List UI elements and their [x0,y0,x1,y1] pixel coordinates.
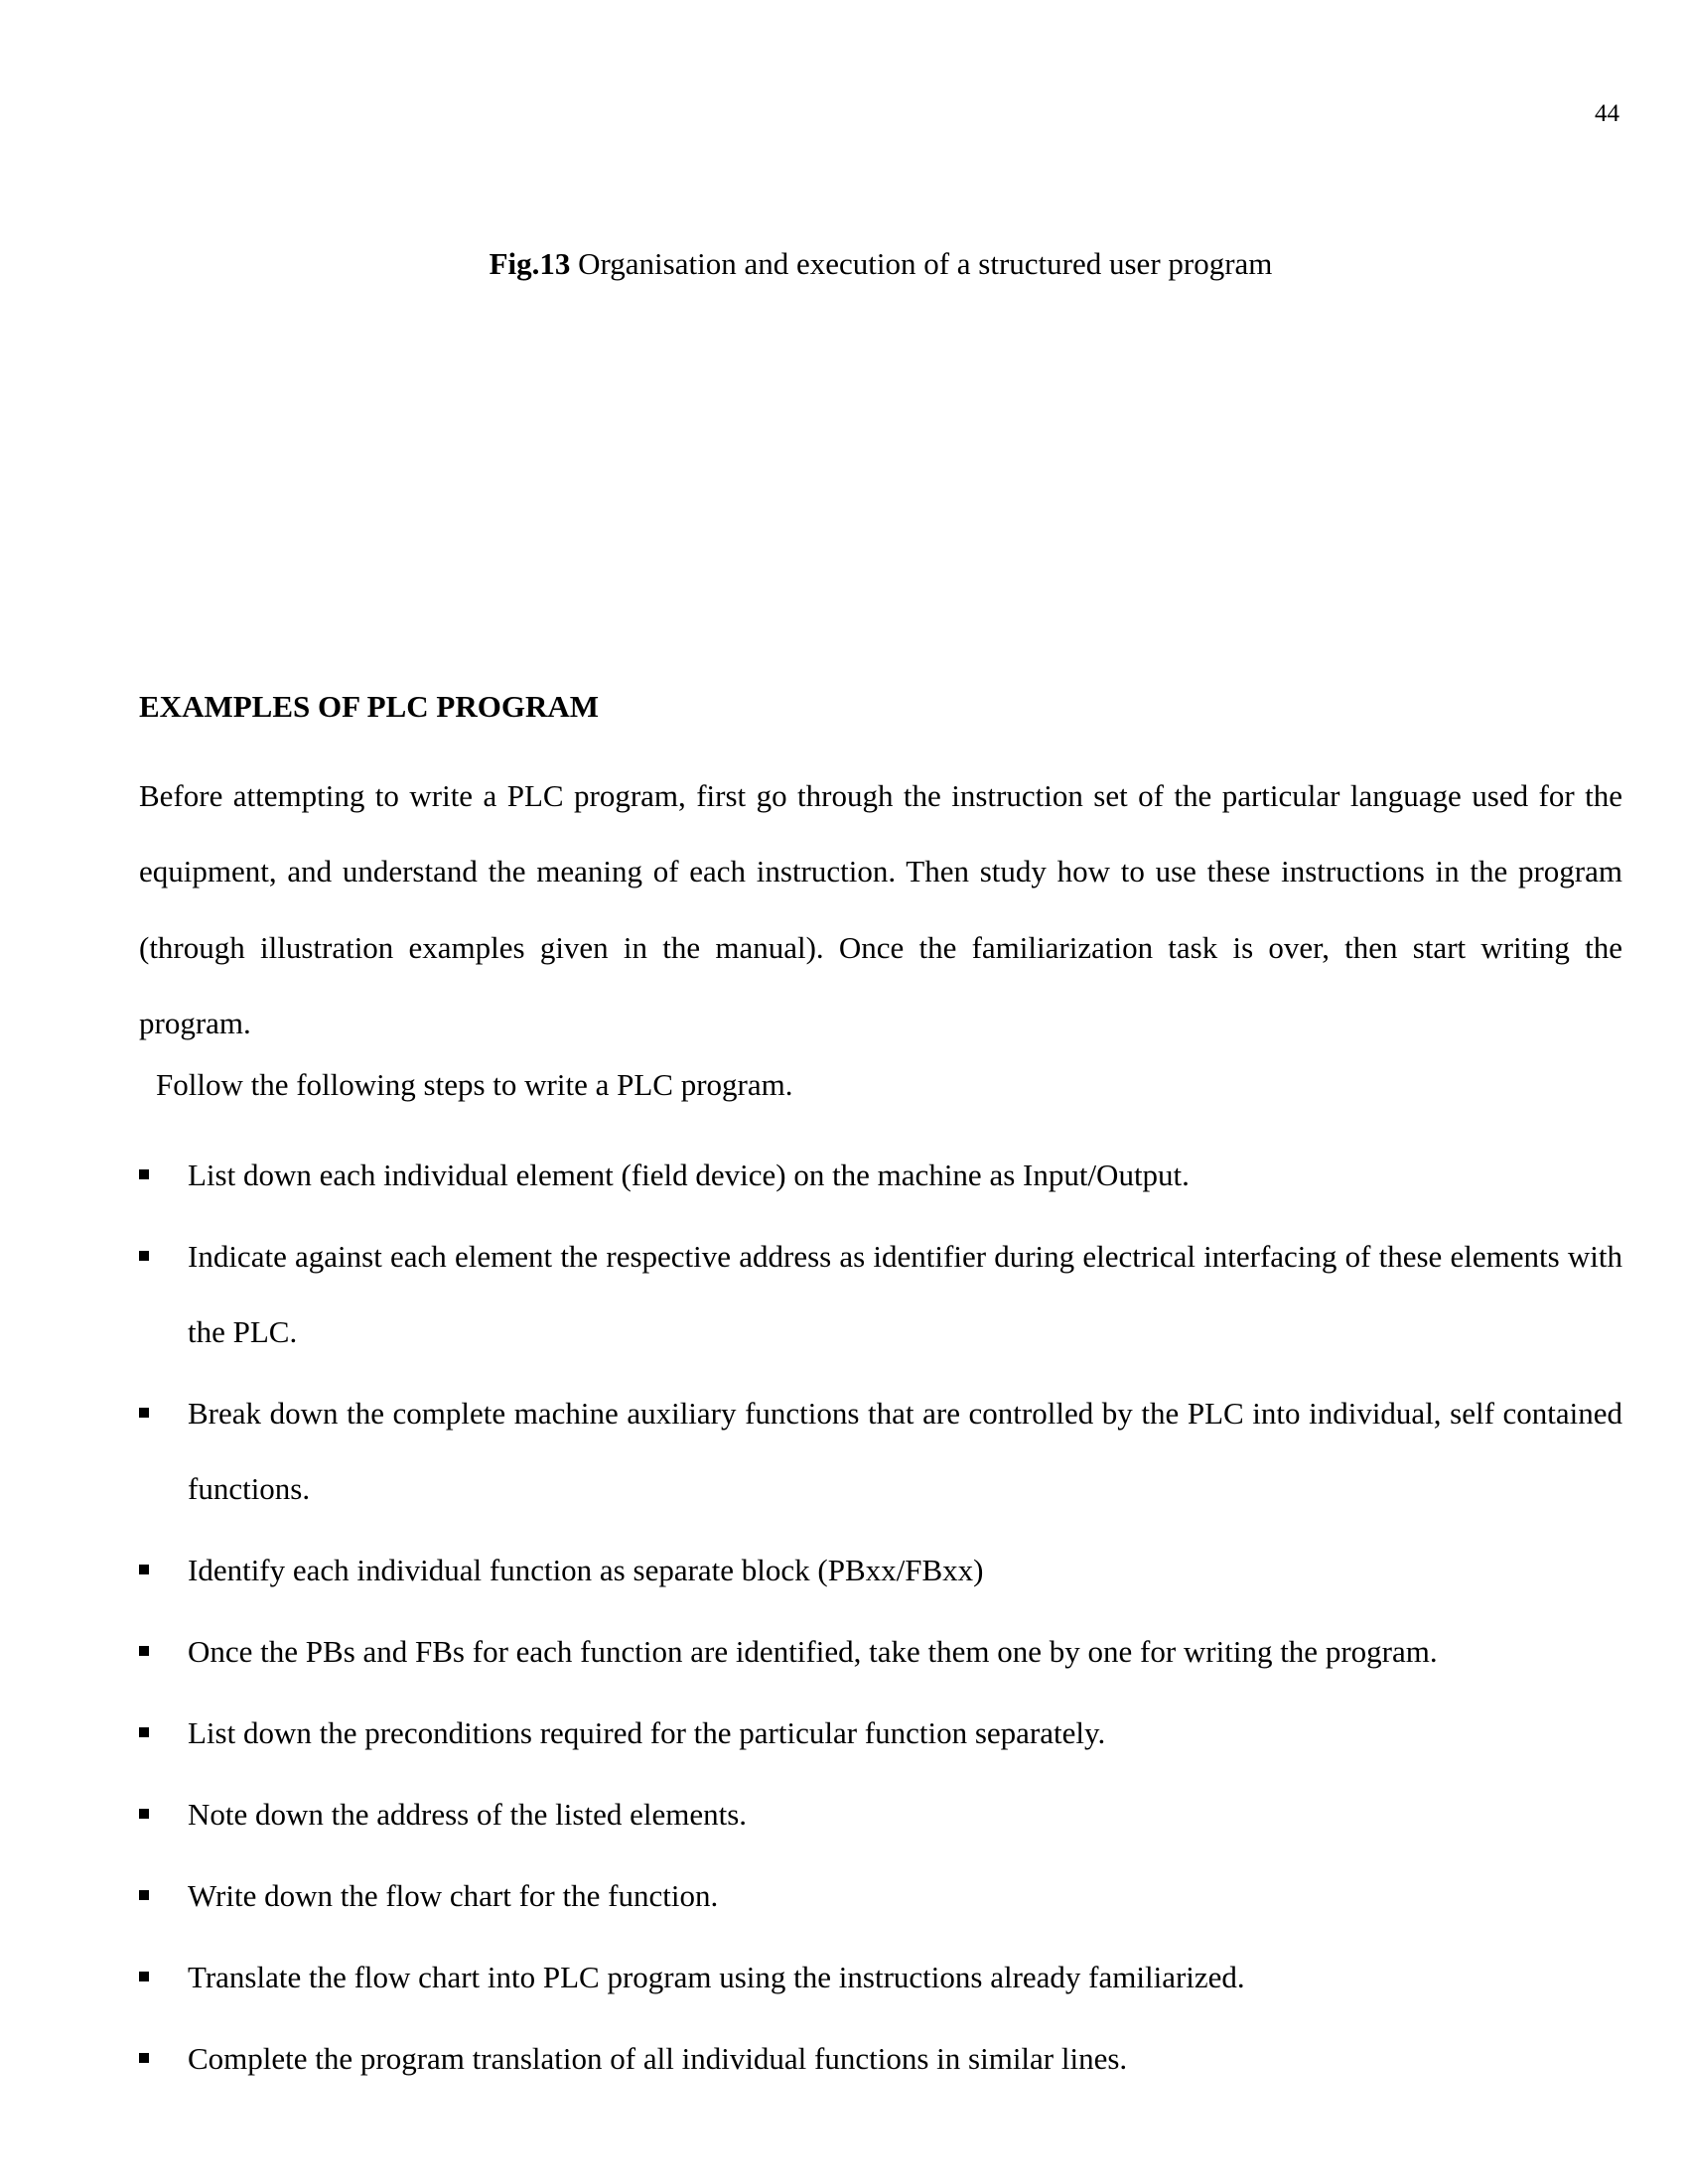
list-item [139,2021,1622,2097]
square-bullet-icon [139,1565,149,1574]
list-item [139,1219,1622,1370]
list-item [139,1614,1622,1690]
page-number: 44 [1595,100,1619,127]
figure-caption [0,244,1688,284]
square-bullet-icon [139,1890,149,1900]
square-bullet-icon [139,1646,149,1656]
list-item [139,1376,1622,1527]
list-item-text: Complete the program translation of all individual functions in similar lines. [188,2041,1128,2076]
square-bullet-icon [139,1251,149,1261]
steps-list [139,1138,1622,2103]
list-item-text: Translate the flow chart into PLC program using the instructions already familiarized. [188,1960,1245,1994]
intro-paragraph: Before attempting to write a PLC program, first go through the instruction set of the particular language used for the equipment, and understand the meaning of each instruction. Then study how to use these instructions in the program (through illustration examples given in the manual). Once the familiarization task is over, then start writing the program. [139,778,1622,1040]
list-item-text: List down each individual element (field device) on the machine as Input/Output. [188,1158,1190,1192]
list-item [139,1533,1622,1608]
figure-caption-text: Organisation and execution of a structured user program [578,246,1273,281]
list-item [139,1777,1622,1852]
square-bullet-icon [139,1408,149,1418]
list-item-text: Break down the complete machine auxiliary functions that are controlled by the PLC into individual, self contained functions. [188,1396,1622,1506]
list-item-text: Identify each individual function as separate block (PBxx/FBxx) [188,1553,984,1587]
list-item-text: Indicate against each element the respective address as identifier during electrical interfacing of these elements with the PLC. [188,1239,1622,1349]
list-item [139,1940,1622,2015]
section-heading: EXAMPLES OF PLC PROGRAM [139,689,599,724]
list-item-text: Note down the address of the listed elements. [188,1797,748,1832]
list-item [139,1696,1622,1771]
list-item [139,1138,1622,1213]
list-item-text: Write down the flow chart for the function. [188,1878,719,1913]
list-item [139,1858,1622,1934]
square-bullet-icon [139,2053,149,2063]
figure-label: Fig.13 [489,246,571,281]
list-item-text: List down the preconditions required for the particular function separately. [188,1715,1106,1750]
square-bullet-icon [139,1972,149,1981]
steps-intro: Follow the following steps to write a PLC program. [156,1067,793,1102]
square-bullet-icon [139,1169,149,1179]
square-bullet-icon [139,1727,149,1737]
square-bullet-icon [139,1809,149,1819]
list-item-text: Once the PBs and FBs for each function are identified, take them one by one for writing the program. [188,1634,1438,1669]
